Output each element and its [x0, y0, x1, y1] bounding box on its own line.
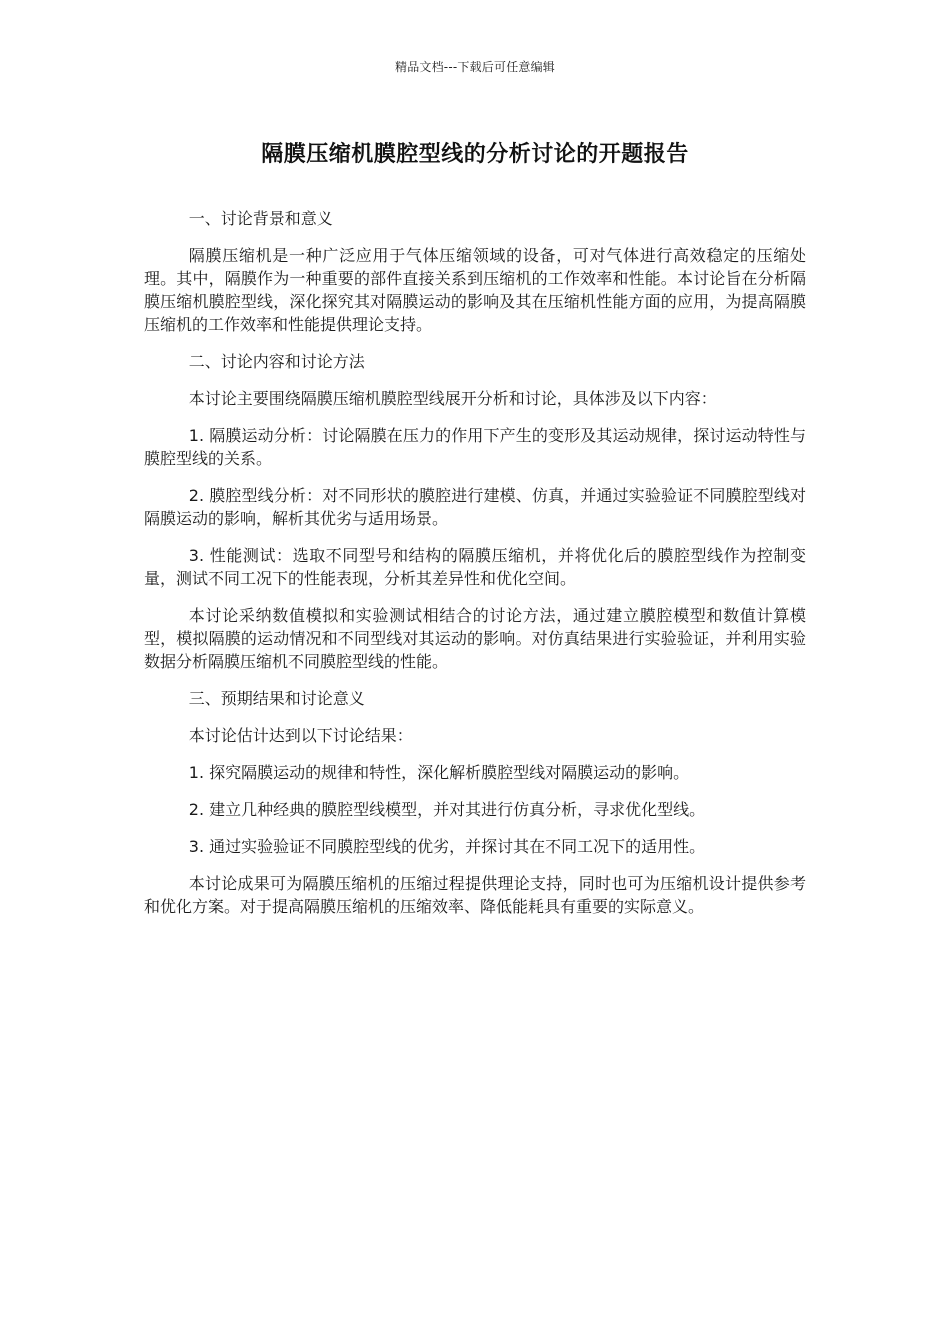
section-heading-content-methods: 二、讨论内容和讨论方法 [188, 352, 365, 371]
list-item-content-1: 1. 隔膜运动分析：讨论隔膜在压力的作用下产生的变形及其运动规律，探讨运动特性与膜腔型线的关系。 [144, 426, 806, 468]
section-heading-expected-results: 三、预期结果和讨论意义 [188, 689, 365, 708]
list-item-content-3: 3. 性能测试：选取不同型号和结构的隔膜压缩机，并将优化后的膜腔型线作为控制变量，测试不同工况下的性能表现，分析其差异性和优化空间。 [144, 546, 806, 588]
section-heading-background: 一、讨论背景和意义 [188, 209, 333, 228]
paragraph-results-intro: 本讨论估计达到以下讨论结果： [188, 726, 413, 745]
list-item-content-2: 2. 膜腔型线分析：对不同形状的膜腔进行建模、仿真，并通过实验验证不同膜腔型线对隔膜运动的影响，解析其优劣与适用场景。 [144, 486, 806, 528]
paragraph-conclusion: 本讨论成果可为隔膜压缩机的压缩过程提供理论支持，同时也可为压缩机设计提供参考和优化方案。对于提高隔膜压缩机的压缩效率、降低能耗具有重要的实际意义。 [144, 874, 806, 916]
list-item-result-1: 1. 探究隔膜运动的规律和特性，深化解析膜腔型线对隔膜运动的影响。 [188, 763, 690, 782]
document-body [144, 207, 806, 932]
paragraph-methods: 本讨论采纳数值模拟和实验测试相结合的讨论方法，通过建立膜腔模型和数值计算模型，模拟隔膜的运动情况和不同型线对其运动的影响。对仿真结果进行实验验证，并利用实验数据分析隔膜压缩机不同膜腔型线的性能。 [144, 606, 806, 671]
list-item-result-2: 2. 建立几种经典的膜腔型线模型，并对其进行仿真分析，寻求优化型线。 [188, 800, 706, 819]
list-item-result-3: 3. 通过实验验证不同膜腔型线的优劣，并探讨其在不同工况下的适用性。 [188, 837, 706, 856]
document-title: 隔膜压缩机膜腔型线的分析讨论的开题报告 [261, 142, 689, 167]
paragraph-background: 隔膜压缩机是一种广泛应用于气体压缩领域的设备，可对气体进行高效稳定的压缩处理。其中，隔膜作为一种重要的部件直接关系到压缩机的工作效率和性能。本讨论旨在分析隔膜压缩机膜腔型线，深化探究其对隔膜运动的影响及其在压缩机性能方面的应用，为提高隔膜压缩机的工作效率和性能提供理论支持。 [144, 246, 806, 334]
paragraph-content-intro: 本讨论主要围绕隔膜压缩机膜腔型线展开分析和讨论，具体涉及以下内容： [188, 389, 717, 408]
header-note: 精品文档---下载后可任意编辑 [395, 60, 555, 74]
